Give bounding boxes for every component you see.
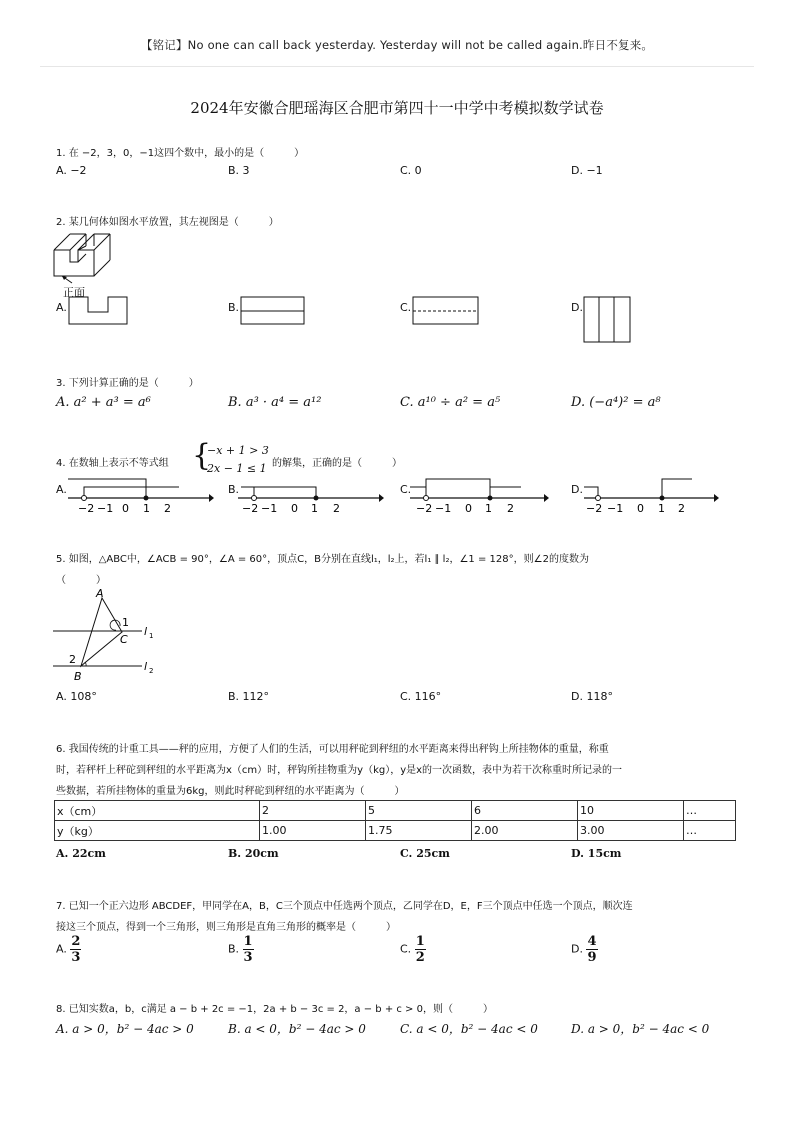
tick-a-0: −2 [78, 502, 95, 515]
q7-option-d-label: D. [571, 942, 583, 956]
q4-option-b: B. [228, 483, 240, 496]
q2-option-b-view[interactable] [240, 296, 306, 326]
table-cell: 3.00 [578, 821, 684, 841]
q5-option-b: B. 112° [228, 690, 270, 703]
q7-option-d [571, 934, 598, 965]
q2-option-b: B. [228, 301, 240, 314]
q8-option-c: C. a < 0，b² − 4ac < 0 [400, 1022, 538, 1036]
q5-triangle-figure [50, 586, 160, 686]
q7-option-b-fraction [243, 934, 254, 965]
tick-c-0: −2 [416, 502, 433, 515]
table-cell: 2.00 [472, 821, 578, 841]
q7-option-a-label: A. [56, 942, 67, 956]
q7-option-b-label: B. [228, 942, 240, 956]
tick-b-0: −2 [242, 502, 259, 515]
q6-option-b: B. 20cm [228, 847, 279, 860]
q1-option-c: C. 0 [400, 164, 422, 177]
fraction-denominator: 9 [587, 950, 597, 965]
tick-a-3: 1 [143, 502, 150, 515]
q1-option-a: A. −2 [56, 164, 87, 177]
table-cell: x（cm） [55, 801, 260, 821]
tick-b-3: 1 [311, 502, 318, 515]
tick-c-1: −1 [435, 502, 452, 515]
q6-option-a: A. 22cm [56, 847, 106, 860]
fraction-numerator: 4 [587, 934, 597, 949]
q3-option-b: B. a³ · a⁴ = a¹² [228, 395, 322, 410]
q3-option-d: D. (−a⁴)² = a⁸ [571, 395, 661, 410]
q6-line-3: 些数据，若所挂物体的重量为6kg，则此时秤砣到秤纽的水平距离为（ ） [56, 786, 405, 797]
motto-banner: 【铭记】No one can call back yesterday. Yesterday will not be called again.昨日不复来。 [140, 38, 654, 52]
tick-d-1: −1 [607, 502, 624, 515]
q5-label-2: 2 [69, 653, 76, 666]
q5-label-l2: l [144, 660, 148, 673]
q1-option-b: B. 3 [228, 164, 250, 177]
tick-c-2: 0 [465, 502, 472, 515]
q2-option-a: A. [56, 301, 67, 314]
q4-numberline-d[interactable] [580, 476, 722, 516]
q8-option-b: B. a < 0，b² − 4ac > 0 [228, 1022, 366, 1036]
table-cell: 1.00 [260, 821, 366, 841]
q5-label-b: B [74, 670, 82, 683]
tick-c-3: 1 [485, 502, 492, 515]
q3-option-c: C. a¹⁰ ÷ a² = a⁵ [400, 395, 501, 410]
q4-inequality-2: 2x − 1 ≤ 1 [207, 462, 267, 475]
q5-stem-2: （ ） [56, 575, 106, 586]
table-cell: … [684, 801, 736, 821]
tick-a-4: 2 [164, 502, 171, 515]
tick-d-2: 0 [637, 502, 644, 515]
q2-solid-figure [50, 226, 130, 296]
tick-b-4: 2 [333, 502, 340, 515]
tick-b-1: −1 [261, 502, 278, 515]
q1-stem: 1. 在 −2，3，0，−1这四个数中，最小的是（ ） [56, 148, 305, 159]
fraction-numerator: 1 [243, 934, 253, 949]
paper-title: 2024年安徽合肥瑶海区合肥市第四十一中学中考模拟数学试卷 [190, 99, 604, 117]
q2-option-c: C. [400, 301, 412, 314]
q4-stem-before: 4. 在数轴上表示不等式组 [56, 458, 169, 469]
q5-option-c: C. 116° [400, 690, 442, 703]
q3-option-a: A. a² + a³ = a⁶ [56, 395, 151, 410]
table-cell: … [684, 821, 736, 841]
q5-label-c: C [120, 633, 128, 646]
q2-option-c-view[interactable] [412, 296, 480, 326]
table-cell: 1.75 [366, 821, 472, 841]
q7-option-c-fraction [415, 934, 426, 965]
q6-line-1: 6. 我国传统的计重工具——秤的应用，方便了人们的生活，可以用秤砣到秤纽的水平距离来得出秤钩上所挂物体的重量，称重 [56, 744, 609, 755]
q1-option-d: D. −1 [571, 164, 603, 177]
fraction-denominator: 3 [243, 950, 253, 965]
q5-label-a: A [96, 587, 104, 600]
q6-option-c: C. 25cm [400, 847, 450, 860]
tick-d-3: 1 [658, 502, 665, 515]
q4-stem-after: 的解集，正确的是（ ） [272, 458, 402, 469]
q4-option-a: A. [56, 483, 67, 496]
q7-option-c-label: C. [400, 942, 412, 956]
q5-label-l1-sub: 1 [149, 632, 154, 640]
fraction-numerator: 2 [71, 934, 81, 949]
table-row [55, 821, 736, 841]
table-cell: 5 [366, 801, 472, 821]
q4-brace: { [192, 438, 212, 473]
q6-line-2: 时，若秤杆上秤砣到秤纽的水平距离为x（cm）时，秤钩所挂物重为y（kg），y是x的一次函数，表中为若干次称重时所记录的一 [56, 765, 623, 776]
q7-option-a [56, 934, 81, 965]
q5-option-a: A. 108° [56, 690, 97, 703]
q7-line-2: 接这三个顶点，得到一个三角形，则三角形是直角三角形的概率是（ ） [56, 922, 396, 933]
q4-numberline-a[interactable] [64, 476, 214, 516]
table-cell: 10 [578, 801, 684, 821]
tick-d-0: −2 [586, 502, 603, 515]
q8-option-a: A. a > 0，b² − 4ac > 0 [56, 1022, 194, 1036]
tick-c-4: 2 [507, 502, 514, 515]
q5-option-d: D. 118° [571, 690, 613, 703]
fraction-denominator: 2 [415, 950, 425, 965]
table-cell: 6 [472, 801, 578, 821]
q7-option-c [400, 934, 426, 965]
q4-inequality-1: −x + 1 > 3 [207, 444, 269, 457]
q8-stem: 8. 已知实数a，b，c满足 a − b + 2c = −1，2a + b − 3c = 2，a − b + c > 0，则（ ） [56, 1004, 493, 1015]
q8-option-d: D. a > 0，b² − 4ac < 0 [571, 1022, 710, 1036]
q6-option-d: D. 15cm [571, 847, 622, 860]
tick-d-4: 2 [678, 502, 685, 515]
tick-b-2: 0 [291, 502, 298, 515]
q7-option-b [228, 934, 254, 965]
q4-option-d: D. [571, 483, 583, 496]
q5-label-l2-sub: 2 [149, 667, 154, 675]
table-cell: 2 [260, 801, 366, 821]
table-row [55, 801, 736, 821]
q4-option-c: C. [400, 483, 412, 496]
q3-stem: 3. 下列计算正确的是（ ） [56, 378, 199, 389]
q7-line-1: 7. 已知一个正六边形 ABCDEF，甲同学在A，B，C三个顶点中任选两个顶点，乙同学在D，E，F三个顶点中任选一个顶点，顺次连 [56, 901, 633, 912]
table-cell: y（kg） [55, 821, 260, 841]
q6-data-table [54, 800, 736, 841]
header-divider [40, 66, 754, 67]
q2-option-d-view[interactable] [583, 296, 633, 344]
q2-option-a-view[interactable] [68, 296, 130, 326]
q7-option-d-fraction [586, 934, 597, 965]
fraction-denominator: 3 [71, 950, 81, 965]
q5-label-1: 1 [122, 616, 129, 629]
q4-numberline-b[interactable] [234, 476, 384, 516]
fraction-numerator: 1 [415, 934, 425, 949]
q4-numberline-c[interactable] [406, 476, 556, 516]
q2-option-d: D. [571, 301, 583, 314]
tick-a-2: 0 [122, 502, 129, 515]
q2-stem: 2. 某几何体如图水平放置，其左视图是（ ） [56, 217, 279, 228]
tick-a-1: −1 [97, 502, 114, 515]
q5-label-l1: l [144, 625, 148, 638]
q2-front-label: 正面 [63, 286, 85, 299]
q7-option-a-fraction [70, 934, 81, 965]
q5-stem: 5. 如图，△ABC中，∠ACB = 90°，∠A = 60°，顶点C，B分别在直线l₁，l₂上，若l₁ ∥ l₂，∠1 = 128°，则∠2的度数为 [56, 554, 589, 565]
